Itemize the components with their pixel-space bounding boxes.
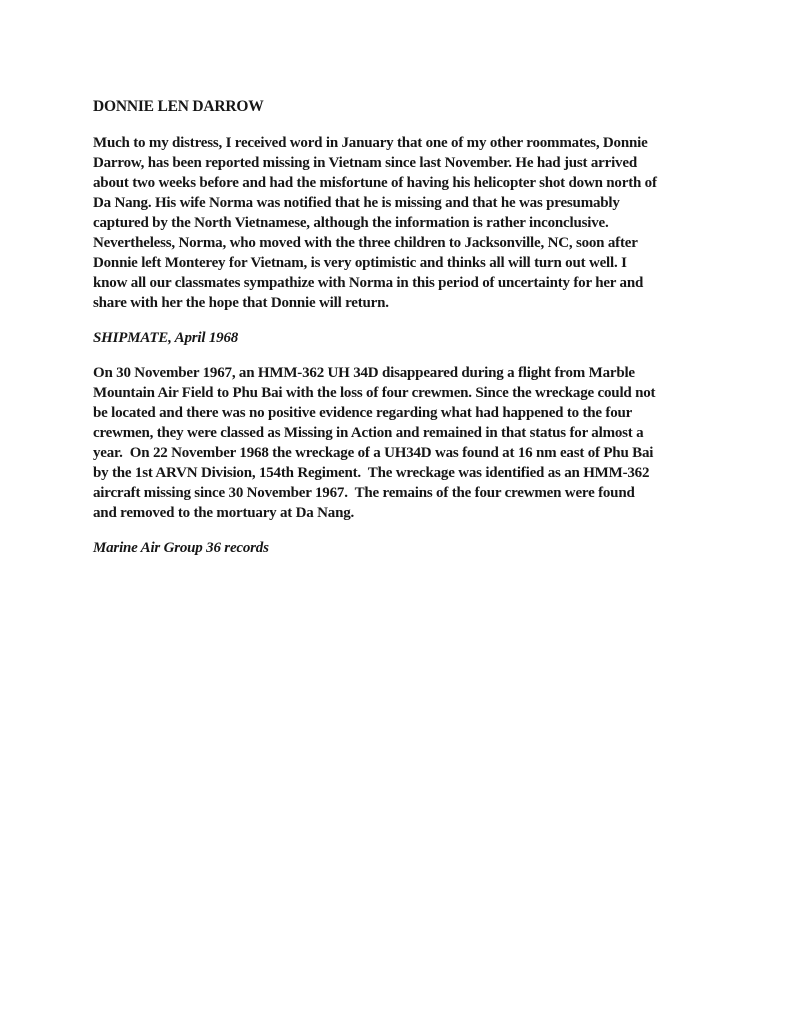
- paragraph-2: [93, 363, 721, 523]
- text-line: know all our classmates sympathize with Norma in this period of uncertainty for her and: [93, 275, 644, 291]
- text-line: captured by the North Vietnamese, although the information is rather inconclusive.: [93, 215, 609, 231]
- citation-shipmate: SHIPMATE, April 1968: [93, 330, 239, 346]
- text-line: and removed to the mortuary at Da Nang.: [93, 505, 355, 521]
- text-line: Da Nang. His wife Norma was notified that he is missing and that he was presumably: [93, 195, 620, 211]
- citation-source: Marine Air Group 36 records: [93, 540, 269, 556]
- text-line: be located and there was no positive evidence regarding what had happened to the four: [93, 405, 633, 421]
- text-line: by the 1st ARVN Division, 154th Regiment. The wreckage was identified as an HMM-362: [93, 465, 650, 481]
- paragraph-1: [93, 133, 721, 313]
- text-line: share with her the hope that Donnie will return.: [93, 295, 389, 311]
- text-line: On 30 November 1967, an HMM-362 UH 34D disappeared during a flight from Marble: [93, 365, 635, 381]
- text-line: Darrow, has been reported missing in Vietnam since last November. He had just arrived: [93, 155, 637, 171]
- text-line: Donnie left Monterey for Vietnam, is very optimistic and thinks all will turn out well. I: [93, 255, 627, 271]
- text-line: year. On 22 November 1968 the wreckage of a UH34D was found at 16 nm east of Phu Bai: [93, 445, 654, 461]
- text-line: about two weeks before and had the misfortune of having his helicopter shot down north of: [93, 175, 657, 191]
- document-title: DONNIE LEN DARROW: [93, 98, 264, 115]
- text-line: aircraft missing since 30 November 1967. The remains of the four crewmen were found: [93, 485, 635, 501]
- text-line: crewmen, they were classed as Missing in Action and remained in that status for almost a: [93, 425, 644, 441]
- text-line: Mountain Air Field to Phu Bai with the loss of four crewmen. Since the wreckage could not: [93, 385, 656, 401]
- text-line: Nevertheless, Norma, who moved with the three children to Jacksonville, NC, soon after: [93, 235, 638, 251]
- text-line: Much to my distress, I received word in January that one of my other roommates, Donnie: [93, 135, 648, 151]
